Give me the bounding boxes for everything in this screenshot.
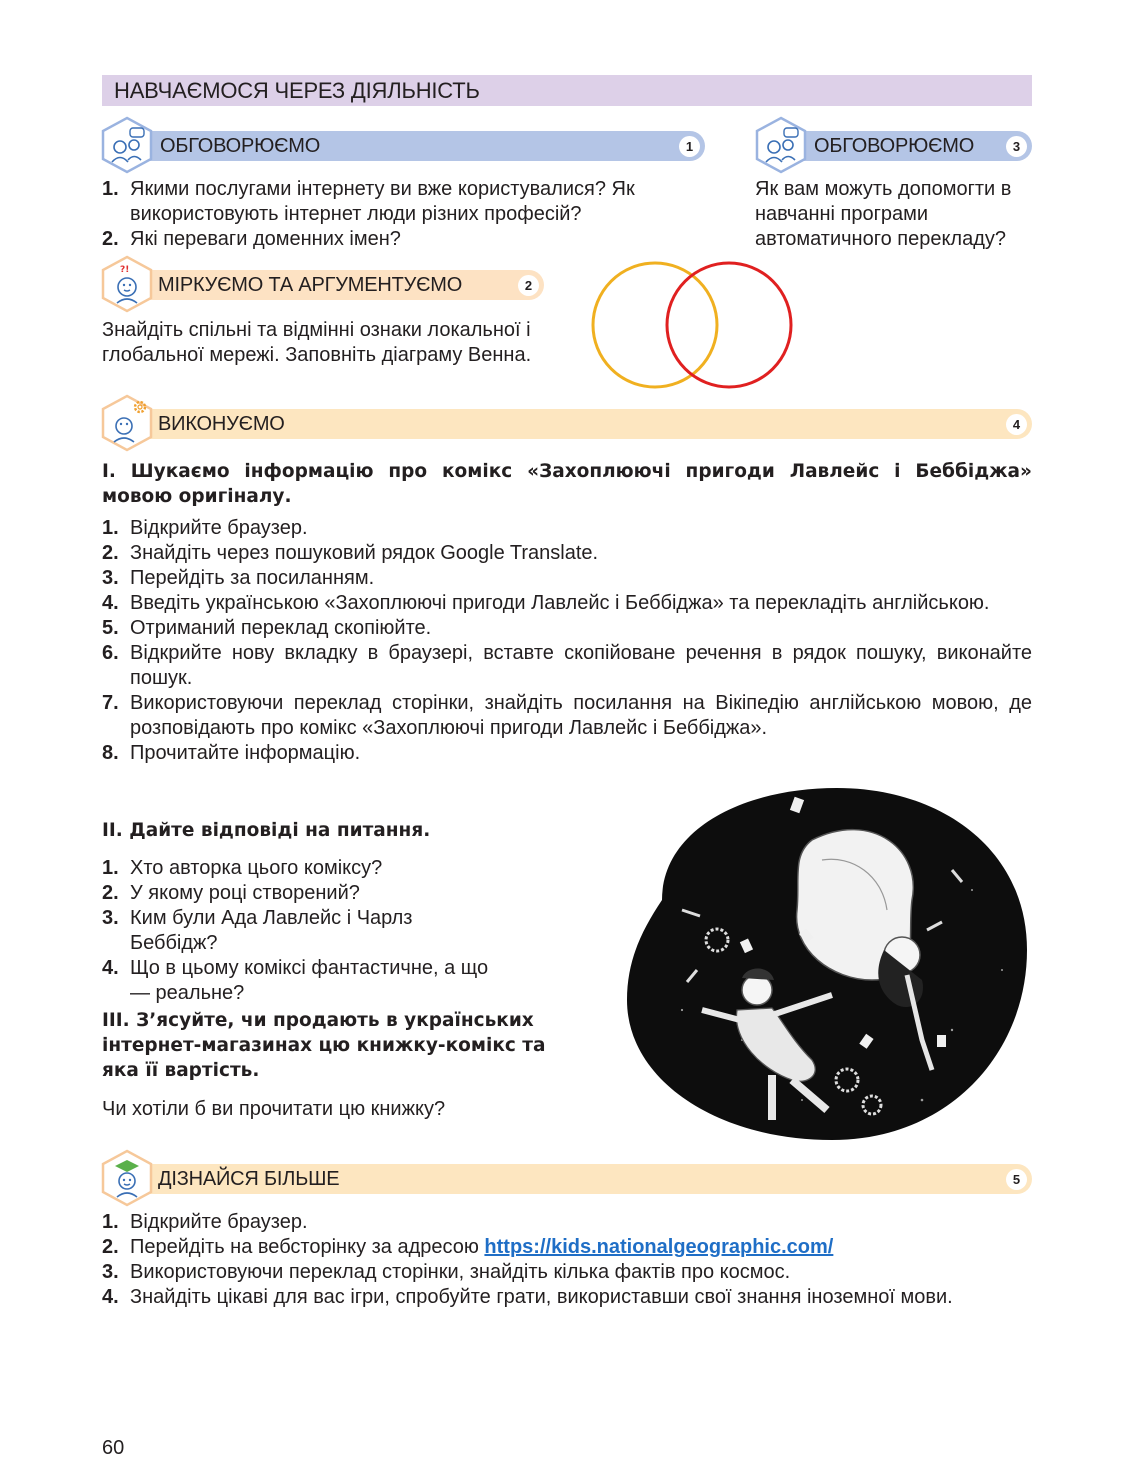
list-item: 6. Відкрийте нову вкладку в браузері, вставте скопійоване речення в рядок пошуку, виконайте пошук. bbox=[102, 642, 1032, 689]
national-geographic-link[interactable]: https://kids.nationalgeographic.com/ bbox=[484, 1236, 834, 1258]
graduate-icon bbox=[100, 1149, 154, 1207]
comic-illustration bbox=[622, 780, 1032, 1142]
venn-circle-left bbox=[593, 263, 717, 387]
task-3-question: Чи хотіли б ви прочитати цю книжку? bbox=[102, 1098, 446, 1120]
list-item: 3. Ким були Ада Лавлейс і Чарлз Беббідж? bbox=[102, 907, 413, 954]
banner-title: НАВЧАЄМОСЯ ЧЕРЕЗ ДІЯЛЬНІСТЬ bbox=[114, 78, 480, 103]
discuss-3-text: Як вам можуть допомогти в навчанні програми автоматичного перекладу? bbox=[755, 178, 1012, 250]
svg-text:?!: ?! bbox=[120, 265, 130, 275]
list-item: 2. Знайдіть через пошуковий рядок Google Translate. bbox=[102, 542, 599, 564]
task-2-list bbox=[102, 856, 502, 1006]
discuss-1-list bbox=[102, 177, 706, 252]
list-item: 1. Відкрийте браузер. bbox=[102, 1211, 308, 1233]
section-label: ВИКОНУЄМО bbox=[158, 413, 285, 435]
section-label: МІРКУЄМО ТА АРГУМЕНТУЄМО bbox=[158, 274, 463, 296]
thinking-icon bbox=[100, 255, 154, 313]
venn-diagram bbox=[590, 260, 800, 390]
section-header-think-2 bbox=[112, 270, 544, 300]
list-item: 1. Хто авторка цього коміксу? bbox=[102, 857, 383, 879]
venn-circle-right bbox=[667, 263, 791, 387]
list-item: 2. Перейдіть на вебсторінку за адресою https://kids.nationalgeographic.com/ bbox=[102, 1236, 834, 1258]
section-label: ОБГОВОРЮЄМО bbox=[160, 135, 321, 157]
section-header-do-4 bbox=[112, 409, 1032, 439]
discussion-icon bbox=[754, 116, 808, 174]
task-1-title: І. Шукаємо інформацію про комікс «Захоплюючі пригоди Лавлейс і Беббіджа» мовою оригіналу. bbox=[102, 461, 1032, 507]
section-number: 3 bbox=[1006, 136, 1027, 157]
section-label: ОБГОВОРЮЄМО bbox=[814, 135, 975, 157]
section-header-more-5 bbox=[112, 1164, 1032, 1194]
list-item: 4. Знайдіть цікаві для вас ігри, спробуйте грати, використавши свої знання іноземної мови. bbox=[102, 1286, 953, 1308]
section-label: ДІЗНАЙСЯ БІЛЬШЕ bbox=[158, 1168, 340, 1190]
section-number: 1 bbox=[679, 136, 700, 157]
section-header-discuss-1 bbox=[112, 131, 705, 161]
list-item: 7. Використовуючи переклад сторінки, знайдіть посилання на Вікіпедію англійською мовою, де розповідають про комікс «Захоплюючі пригоди Лавлейс і Беббіджа». bbox=[102, 692, 1032, 739]
list-item: 5. Отриманий переклад скопіюйте. bbox=[102, 617, 432, 639]
think-2-text: Знайдіть спільні та відмінні ознаки локальної і глобальної мережі. Заповніть діаграму Венна. bbox=[102, 319, 532, 366]
list-item: 1. Відкрийте браузер. bbox=[102, 517, 308, 539]
list-item: 3. Використовуючи переклад сторінки, знайдіть кілька фактів про космос. bbox=[102, 1261, 791, 1283]
section-banner bbox=[102, 75, 1032, 106]
discussion-icon bbox=[100, 116, 154, 174]
more-5-list bbox=[102, 1210, 1037, 1310]
list-item: 2. Які переваги доменних імен? bbox=[102, 228, 401, 250]
task-1-list bbox=[102, 516, 1032, 766]
list-item: 1. Якими послугами інтернету ви вже користувалися? Як використовують інтернет люди різних професій? bbox=[102, 178, 635, 225]
section-number: 4 bbox=[1006, 414, 1027, 435]
list-item: 2. У якому році створений? bbox=[102, 882, 360, 904]
task-3-title: ІІІ. З’ясуйте, чи продають в українських інтернет-магазинах цю книжку-комікс та яка її вартість. bbox=[102, 1010, 546, 1081]
list-item: 3. Перейдіть за посиланням. bbox=[102, 567, 375, 589]
page-number: 60 bbox=[102, 1437, 125, 1459]
list-item: 8. Прочитайте інформацію. bbox=[102, 742, 361, 764]
list-item: 4. Що в цьому коміксі фантастичне, а що — реальне? bbox=[102, 957, 489, 1004]
section-number: 5 bbox=[1006, 1169, 1027, 1190]
list-item: 4. Введіть українською «Захоплюючі пригоди Лавлейс і Беббіджа» та перекладіть англійською. bbox=[102, 592, 990, 614]
gear-person-icon bbox=[100, 394, 154, 452]
task-2-title: ІІ. Дайте відповіді на питання. bbox=[102, 820, 431, 841]
section-number: 2 bbox=[518, 275, 539, 296]
